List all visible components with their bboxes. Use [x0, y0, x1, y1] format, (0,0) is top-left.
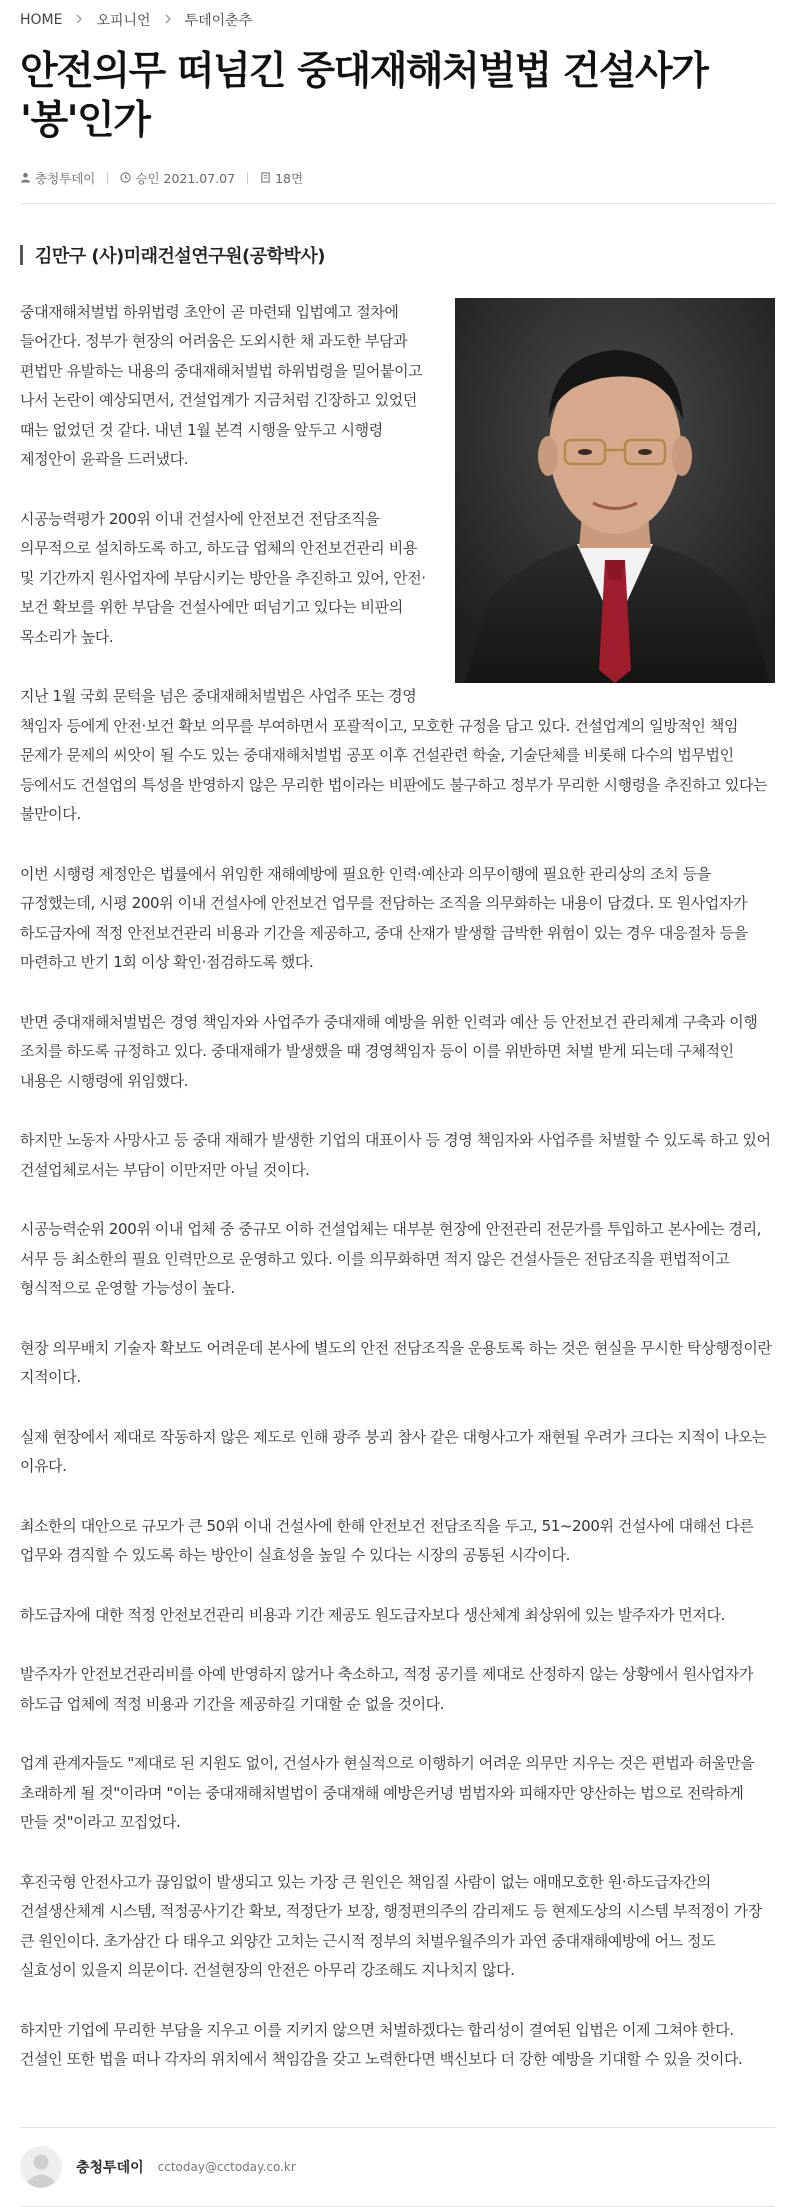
breadcrumb-opinion[interactable]: 오피니언 — [96, 13, 151, 29]
article-paragraph: 최소한의 대안으로 규모가 큰 50위 이내 건설사에 한해 안전보건 전담조직을 두고, 51~200위 건설사에 대해선 다른 업무와 겸직할 수 있도록 하는 방안이 실효성을 높일 수 있다는 시장의 공통된 시각이다. — [20, 1516, 754, 1564]
chevron-right-icon — [161, 13, 175, 27]
article-paragraph: 실제 현장에서 제대로 작동하지 않은 제도로 인해 광주 붕괴 참사 같은 대형사고가 재현될 우려가 크다는 지적이 나오는 이유다. — [20, 1427, 767, 1475]
meta-reporter — [20, 169, 95, 187]
author-name: 김만구 (사)미래건설연구원(공학박사) — [35, 245, 325, 267]
article-paragraph: 이번 시행령 제정안은 법률에서 위임한 재해예방에 필요한 인력·예산과 의무이행에 필요한 관리상의 조치 등을 규정했는데, 시평 200위 이내 건설사에 안전보건 업무를 전담하는 조직을 의무화하는 내용이 담겼다. 또 원사업자가 하도급자에 적정 안전보건관리 비용과 기간을 제공하고, 중대 산재가 발생할 급박한 위험이 있는 경우 대응절차 등을 마련하고 반기 1회 이상 확인·점검하도록 했다. — [20, 864, 748, 971]
clock-icon — [120, 172, 131, 183]
author-byline — [20, 242, 775, 268]
article-paragraph: 후진국형 안전사고가 끊임없이 발생되고 있는 가장 큰 원인은 책임질 사람이 없는 애매모호한 원·하도급자간의 건설생산체계 시스템, 적정공사기간 확보, 적정단가 보장, 행정편의주의 감리제도 등 현제도상의 시스템 부적정이 가장 큰 원인이다. 초가삼간 다 태우고 외양간 고치는 근시적 정부의 처벌우월주의가 과연 중대재해예방에 어느 정도 실효성이 있을지 의문이다. 건설현장의 안전은 아무리 강조해도 지나치지 않다. — [20, 1872, 762, 1979]
byline-accent-bar — [20, 245, 23, 265]
article-paragraph: 업계 관계자들도 "제대로 된 지원도 없이, 건설사가 현실적으로 이행하기 어려운 의무만 지우는 것은 편법과 허울만을 초래하게 될 것"이라며 "이는 중대재해처벌법이 중대재해 예방은커녕 범법자와 피해자만 양산하는 법으로 전락하게 만들 것"이라고 꼬집었다. — [20, 1754, 755, 1831]
breadcrumb — [20, 0, 775, 38]
meta-approved — [120, 169, 235, 187]
meta-divider — [107, 172, 108, 184]
chevron-right-icon — [72, 13, 86, 27]
article-body — [20, 298, 775, 2075]
article-paragraph: 하도급자에 대한 적정 안전보건관리 비용과 기간 제공도 원도급자보다 생산체계 최상위에 있는 발주자가 먼저다. — [20, 1605, 725, 1624]
article-paragraph: 발주자가 안전보건관리비를 아예 반영하지 않거나 축소하고, 적정 공기를 제대로 산정하지 않는 상황에서 원사업자가 하도급 업체에 적정 비용과 기간을 제공하길 기대할 순 없을 것이다. — [20, 1665, 754, 1713]
article-paragraph: 지난 1월 국회 문턱을 넘은 중대재해처벌법은 사업주 또는 경영 책임자 등에게 안전·보건 확보 의무를 부여하면서 포괄적이고, 모호한 규정을 담고 있다. 건설업계의 일방적인 책임 문제가 문제의 씨앗이 될 수도 있는 중대재해처벌법 공포 이후 건설관련 학술, 기술단체를 비롯해 다수의 법무법인 등에서도 건설업의 특성을 반영하지 않은 무리한 법이라는 비판에도 불구하고 정부가 무리한 시행령을 추진하고 있다는 불만이다. — [20, 687, 768, 823]
article-paragraph: 시공능력평가 200위 이내 건설사에 안전보건 전담조직을 의무적으로 설치하도록 하고, 하도급 업체의 안전보건관리 비용 및 기간까지 원사업자에 부담시키는 방안을 추진하고 있어, 안전·보건 확보를 위한 부담을 건설사에만 떠넘기고 있다는 비판의 목소리가 높다. — [20, 509, 426, 646]
article-paragraph: 중대재해처벌법 하위법령 초안이 곧 마련돼 입법예고 절차에 들어간다. 정부가 현장의 어려움은 도외시한 채 과도한 부담과 편법만 유발하는 내용의 중대재해처벌법 하위법령을 밀어붙이고 나서 논란이 예상되면서, 건설업계가 지금처럼 긴장하고 있었던 때는 없었던 것 같다. 내년 1월 본격 시행을 앞두고 시행령 제정안이 윤곽을 드러냈다. — [20, 302, 423, 468]
article-paragraph: 반면 중대재해처벌법은 경영 책임자와 사업주가 중대재해 예방을 위한 인력과 예산 등 안전보건 관리체계 구축과 이행 조치를 하도록 규정하고 있다. 중대재해가 발생했을 때 경영책임자 등이 이를 위반하면 처벌 받게 되는데 구체적인 내용은 시행령에 위임했다. — [20, 1012, 758, 1090]
article-paragraph: 하지만 기업에 무리한 부담을 지우고 이를 지키지 않으면 처벌하겠다는 합리성이 결여된 입법은 이제 그쳐야 한다. 건설인 또한 법을 떠나 각자의 위치에서 책임감을 갖고 노력한다면 백신보다 더 강한 예방을 기대할 수 있을 것이다. — [20, 2020, 743, 2068]
reporter-name[interactable]: 충청투데이 — [76, 2159, 144, 2176]
article-paragraph: 현장 의무배치 기술자 확보도 어려운데 본사에 별도의 안전 전담조직을 운용토록 하는 것은 현실을 무시한 탁상행정이란 지적이다. — [20, 1338, 772, 1386]
page-title: 안전의무 떠넘긴 중대재해처벌법 건설사가 '봉'인가 — [20, 49, 708, 143]
reporter-footer — [20, 2128, 775, 2206]
article-paragraph: 하지만 노동자 사망사고 등 중대 재해가 발생한 기업의 대표이사 등 경영 책임자와 사업주를 처벌할 수 있도록 하고 있어 건설업체로서는 부담이 이만저만 아닐 것이다. — [20, 1131, 771, 1179]
reporter-email[interactable]: cctoday@cctoday.co.kr — [157, 2159, 296, 2174]
meta-approved-text: 승인 2021.07.07 — [135, 170, 236, 186]
person-icon — [20, 172, 31, 183]
breadcrumb-today-column[interactable]: 투데이춘추 — [184, 13, 253, 29]
article-paragraph: 시공능력순위 200위 이내 업체 중 중규모 이하 건설업체는 대부분 현장에 안전관리 전문가를 투입하고 본사에는 경리, 서무 등 최소한의 필요 인력만으로 운영하고 있다. 이를 의무화하면 적지 않은 건설사들은 전담조직을 편법적이고 형식적으로 운영할 가능성이 높다. — [20, 1220, 762, 1297]
avatar — [20, 2146, 62, 2188]
divider — [20, 203, 775, 204]
author-photo — [455, 298, 775, 683]
breadcrumb-home[interactable]: HOME — [20, 12, 63, 28]
page-icon — [260, 172, 271, 183]
meta-reporter-text: 충청투데이 — [35, 170, 96, 186]
meta-page — [260, 169, 303, 187]
divider — [20, 2206, 775, 2207]
meta-page-text: 18면 — [275, 170, 304, 186]
meta-divider — [247, 172, 248, 184]
article-meta — [20, 168, 775, 188]
